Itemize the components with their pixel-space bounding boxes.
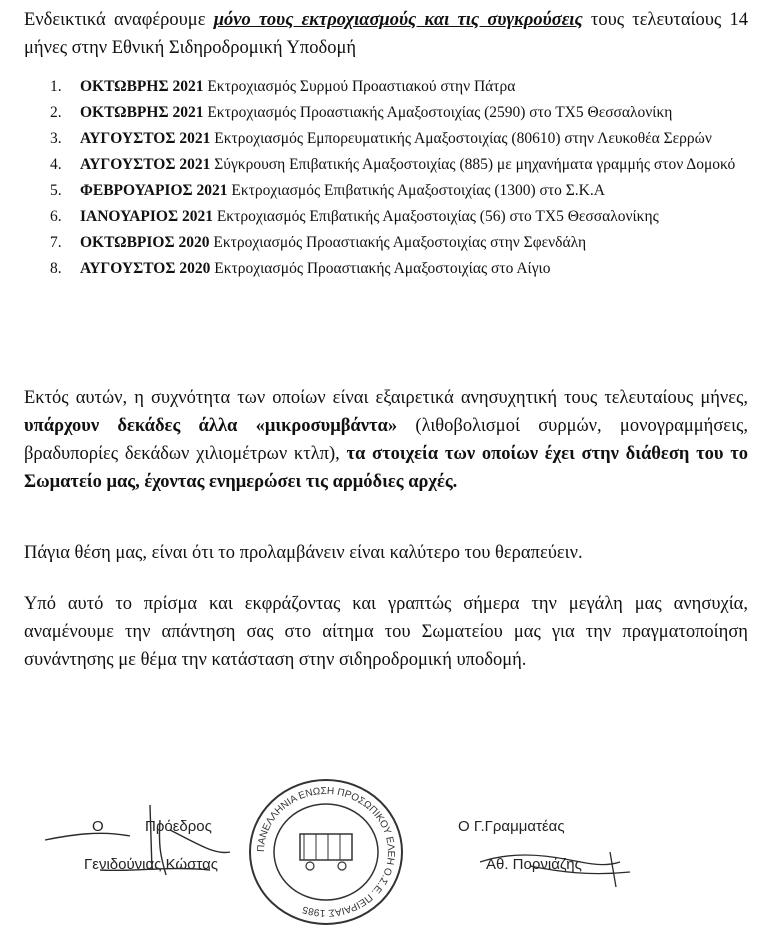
intro-emphasis: μόνο τους εκτροχιασμούς και τις συγκρούσεις (213, 10, 583, 30)
incident-item (50, 154, 760, 176)
incident-text: Εκτροχιασμός Προαστιακής Αμαξοστοιχίας στην Σφενδάλη (209, 234, 587, 251)
incident-date: ΙΑΝΟΥΑΡΙΟΣ 2021 (80, 208, 213, 225)
incident-number: 3. (50, 130, 62, 147)
intro-text-before: Ενδεικτικά αναφέρουμε (24, 10, 214, 30)
incident-date: ΟΚΤΩΒΡΗΣ 2021 (80, 78, 204, 95)
incident-item (50, 206, 760, 228)
incident-item (50, 258, 760, 280)
secretary-role: Ο Γ.Γραμματέας (458, 818, 565, 835)
events-bold-2: τα στοιχεία των οποίων έχει στην διάθεση του το Σωματείο μας, έχοντας ενημερώσει τις αρμόδιες αρχές. (24, 444, 748, 492)
incident-item (50, 102, 760, 124)
events-text-2: (λιθοβολισμοί συρμών, μονογραμμήσεις, βραδυπορίες δεκάδων χιλιομέτρων κτλπ), (24, 416, 748, 464)
incident-item (50, 128, 760, 150)
president-role: Πρόεδρος (145, 818, 212, 835)
intro-paragraph (24, 6, 748, 62)
events-paragraph (24, 384, 748, 496)
incident-date: ΑΥΓΟΥΣΤΟΣ 2020 (80, 260, 211, 277)
secretary-name: Αθ. Πορνιάζης (486, 856, 582, 873)
incident-number: 4. (50, 156, 62, 173)
svg-text:ΠΑΝΕΛΛΗΝΙΑ ΕΝΩΣΗ ΠΡΟΣΩΠΙΚΟΥ ΕΛ (256, 786, 396, 918)
incident-number: 2. (50, 104, 62, 121)
president-article: Ο (92, 818, 104, 835)
incident-number: 6. (50, 208, 62, 225)
position-paragraph: Πάγια θέση μας, είναι ότι το προλαμβάνειν είναι καλύτερο του θεραπεύειν. (24, 543, 583, 563)
events-text-1: Εκτός αυτών, η συχνότητα των οποίων είναι εξαιρετικά ανησυχητική τους τελευταίους μήνες, (24, 388, 748, 408)
incident-item (50, 232, 760, 254)
events-bold-1: υπάρχουν δεκάδες άλλα «μικροσυμβάντα» (24, 416, 398, 436)
president-name: Γενιδούνιας Κώστας (84, 856, 218, 873)
incident-date: ΦΕΒΡΟΥΑΡΙΟΣ 2021 (80, 182, 228, 199)
incident-number: 1. (50, 78, 62, 95)
incident-number: 8. (50, 260, 62, 277)
incident-text: Εκτροχιασμός Συρμού Προαστιακού στην Πάτρα (203, 78, 516, 95)
incident-item (50, 180, 760, 202)
intro-text-after: τους τελευταίους 14 μήνες στην Εθνική Σιδηροδρομική Υποδομή (24, 10, 748, 58)
request-paragraph: Υπό αυτό το πρίσμα και εκφράζοντας και γραπτώς σήμερα την μεγάλη μας ανησυχία, αναμένουμε την απάντηση σας στο αίτημα του Σωματείου μας για την πραγματοποίηση συνάντησης με θέμα την κατάσταση στην σιδηροδρομική υποδομή. (24, 594, 748, 670)
union-stamp-icon (244, 776, 408, 928)
incident-text: Σύγκρουση Επιβατικής Αμαξοστοιχίας (885) με μηχανήματα γραμμής στον Δομοκό (210, 156, 736, 173)
incident-text: Εκτροχιασμός Προαστιακής Αμαξοστοιχίας στο Αίγιο (210, 260, 551, 277)
incident-text: Εκτροχιασμός Επιβατικής Αμαξοστοιχίας (56) στο ΤΧ5 Θεσσαλονίκης (212, 208, 659, 225)
incident-date: ΑΥΓΟΥΣΤΟΣ 2021 (80, 130, 211, 147)
incident-text: Εκτροχιασμός Επιβατικής Αμαξοστοιχίας (1300) στο Σ.Κ.Α (227, 182, 605, 199)
incident-date: ΟΚΤΩΒΡΙΟΣ 2020 (80, 234, 210, 251)
incident-text: Εκτροχιασμός Εμπορευματικής Αμαξοστοιχίας (80610) στην Λευκοθέα Σερρών (210, 130, 712, 147)
incident-text: Εκτροχιασμός Προαστιακής Αμαξοστοιχίας (2590) στο ΤΧ5 Θεσσαλονίκη (203, 104, 673, 121)
stamp-ring-text: ΠΑΝΕΛΛΗΝΙΑ ΕΝΩΣΗ ΠΡΟΣΩΠΙΚΟΥ ΕΛΕΗ Ο.Σ.Ε. ΠΕΙΡΑΙΑΣ 1985 (255, 785, 397, 919)
incident-date: ΑΥΓΟΥΣΤΟΣ 2021 (80, 156, 211, 173)
incident-item (50, 76, 760, 98)
incident-date: ΟΚΤΩΒΡΗΣ 2021 (80, 104, 204, 121)
incident-number: 5. (50, 182, 62, 199)
incidents-list (24, 76, 760, 284)
incident-number: 7. (50, 234, 62, 251)
president-signature-icon (40, 800, 260, 890)
secretary-signature-icon (470, 832, 640, 892)
